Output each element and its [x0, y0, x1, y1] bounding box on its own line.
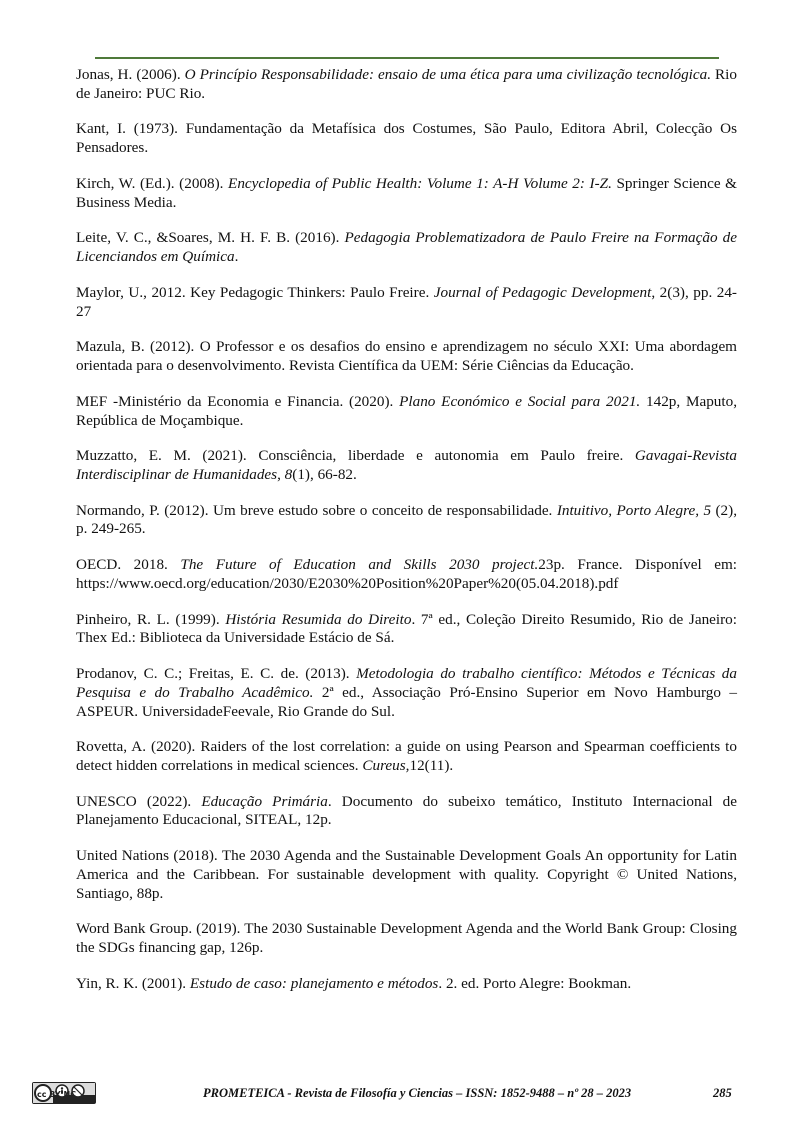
reference-entry — [76, 338, 737, 375]
reference-text: Normando, P. (2012). Um breve estudo sobre o conceito de responsabilidade. — [76, 501, 557, 519]
reference-title: Pedagogia Problematizadora de Paulo Freire na Formação de Licenciandos em Química — [76, 229, 737, 266]
reference-text: , — [277, 465, 285, 483]
reference-text: Leite, V. C., &Soares, M. H. F. B. (2016). — [76, 229, 345, 247]
reference-text: , 2(3), pp. 24-27 — [76, 283, 737, 320]
reference-text: Kant, I. (1973). Fundamentação da Metafísica dos Costumes, São Paulo, Editora Abril, Colecção Os Pensadores. — [76, 120, 737, 157]
reference-entry — [76, 229, 737, 266]
reference-list — [76, 66, 737, 1011]
reference-text: (2), p. 249-265. — [76, 501, 737, 538]
reference-text: Kirch, W. (Ed.). (2008). — [76, 174, 229, 192]
reference-entry — [76, 738, 737, 775]
reference-text: . 2. ed. Porto Alegre: Bookman. — [438, 974, 632, 992]
reference-title: Estudo de caso: planejamento e métodos — [189, 974, 439, 992]
reference-entry — [76, 502, 737, 539]
reference-text: Mazula, B. (2012). O Professor e os desafios do ensino e aprendizagem no século XXI: Uma abordagem orientada para o desenvolvimento. Revista Científica da UEM: Série Ciências da Educação. — [76, 338, 737, 375]
reference-text: Pinheiro, R. L. (1999). — [76, 610, 226, 628]
reference-title: Intuitivo, Porto Alegre, 5 — [556, 501, 712, 519]
reference-text: OECD. 2018. — [76, 556, 181, 574]
reference-text: (1), 66-82. — [292, 465, 357, 483]
reference-text: Rovetta, A. (2020). Raiders of the lost correlation: a guide on using Pearson and Spearman coefficients to detect hidden correlations in medical sciences. — [76, 738, 737, 774]
reference-text: Word Bank Group. (2019). The 2030 Sustainable Development Agenda and the World Bank Group: Closing the SDGs financing gap, 126p. — [76, 920, 737, 957]
reference-title: Plano Económico e Social para 2021. — [399, 392, 641, 410]
reference-text: Rio de Janeiro: PUC Rio. — [76, 66, 737, 102]
journal-citation: PROMETEICA - Revista de Filosofía y Ciencias – ISSN: 1852-9488 – nº 28 – 2023 — [203, 1086, 632, 1100]
reference-text: Maylor, U., 2012. Key Pedagogic Thinkers: Paulo Freire. — [76, 283, 434, 301]
reference-text: Yin, R. K. (2001). — [76, 974, 190, 992]
reference-entry — [76, 284, 737, 321]
page-number: 285 — [713, 1086, 732, 1100]
reference-entry — [76, 120, 737, 157]
reference-title: Gavagai-Revista Interdisciplinar de Humanidades — [76, 447, 737, 483]
reference-text: United Nations (2018). The 2030 Agenda and the Sustainable Development Goals An opportunity for Latin America and the Caribbean. For sustainable development with quality. Copyright © United Nations, Santiago, 88p. — [76, 847, 737, 902]
reference-text: . — [234, 248, 239, 266]
reference-entry — [76, 665, 737, 721]
reference-title: O Princípio Responsabilidade: ensaio de uma ética para uma civilização tecnológica. — [184, 66, 712, 83]
reference-entry — [76, 611, 737, 648]
reference-title: Metodologia do trabalho científico: Métodos e Técnicas da Pesquisa e do Trabalho Acadêmico. — [76, 665, 737, 701]
reference-title: História Resumida do Direito — [225, 610, 412, 628]
reference-entry — [76, 847, 737, 903]
reference-text: 142p, Maputo, República de Moçambique. — [76, 392, 738, 429]
page-footer — [0, 1080, 793, 1110]
reference-title: Encyclopedia of Public Health: Volume 1: A-H Volume 2: I-Z. — [228, 174, 612, 192]
reference-text: . 7ª ed., Coleção Direito Resumido, Rio de Janeiro: Thex Ed.: Biblioteca da Universidade Estácio de Sá. — [76, 610, 737, 647]
reference-text: 2ª ed., Associação Pró-Ensino Superior em Novo Hamburgo – ASPEUR. UniversidadeFeevale, Rio Grande do Sul. — [76, 683, 738, 720]
reference-title: 8 — [284, 465, 293, 483]
reference-text: Muzzatto, E. M. (2021). Consciência, liberdade e autonomia em Paulo freire. — [76, 447, 635, 465]
reference-text: 23p. France. Disponível em: https://www.oecd.org/education/2030/E2030%20Position%20Paper%20(05.04.2018).pdf — [76, 556, 738, 592]
reference-title: Journal of Pedagogic Development — [433, 283, 652, 301]
cc-by-nc-icon[interactable] — [32, 1082, 96, 1104]
reference-text: Springer Science & Business Media. — [76, 174, 737, 211]
reference-text: 12(11). — [409, 757, 454, 774]
reference-text: MEF -Ministério da Economia e Financia. (2020). — [76, 392, 400, 410]
reference-entry — [76, 975, 737, 994]
reference-entry — [76, 556, 737, 593]
reference-entry — [76, 393, 737, 430]
reference-entry — [76, 447, 737, 484]
reference-text: UNESCO (2022). — [76, 792, 202, 810]
license-label: cc BY NC — [37, 1090, 77, 1099]
reference-entry — [76, 175, 737, 212]
reference-title: Educação Primária — [201, 792, 328, 810]
reference-entry — [76, 66, 737, 103]
reference-title: Cureus, — [362, 757, 410, 774]
reference-entry — [76, 793, 737, 830]
reference-text: Prodanov, C. C.; Freitas, E. C. de. (2013). — [76, 665, 357, 683]
reference-entry — [76, 920, 737, 957]
reference-text: Jonas, H. (2006). — [76, 66, 185, 83]
header-rule — [95, 57, 719, 59]
reference-text: . Documento do subeixo temático, Instituto Internacional de Planejamento Educacional, SITEAL, 12p. — [76, 792, 738, 829]
reference-title: The Future of Education and Skills 2030 project. — [180, 556, 539, 574]
